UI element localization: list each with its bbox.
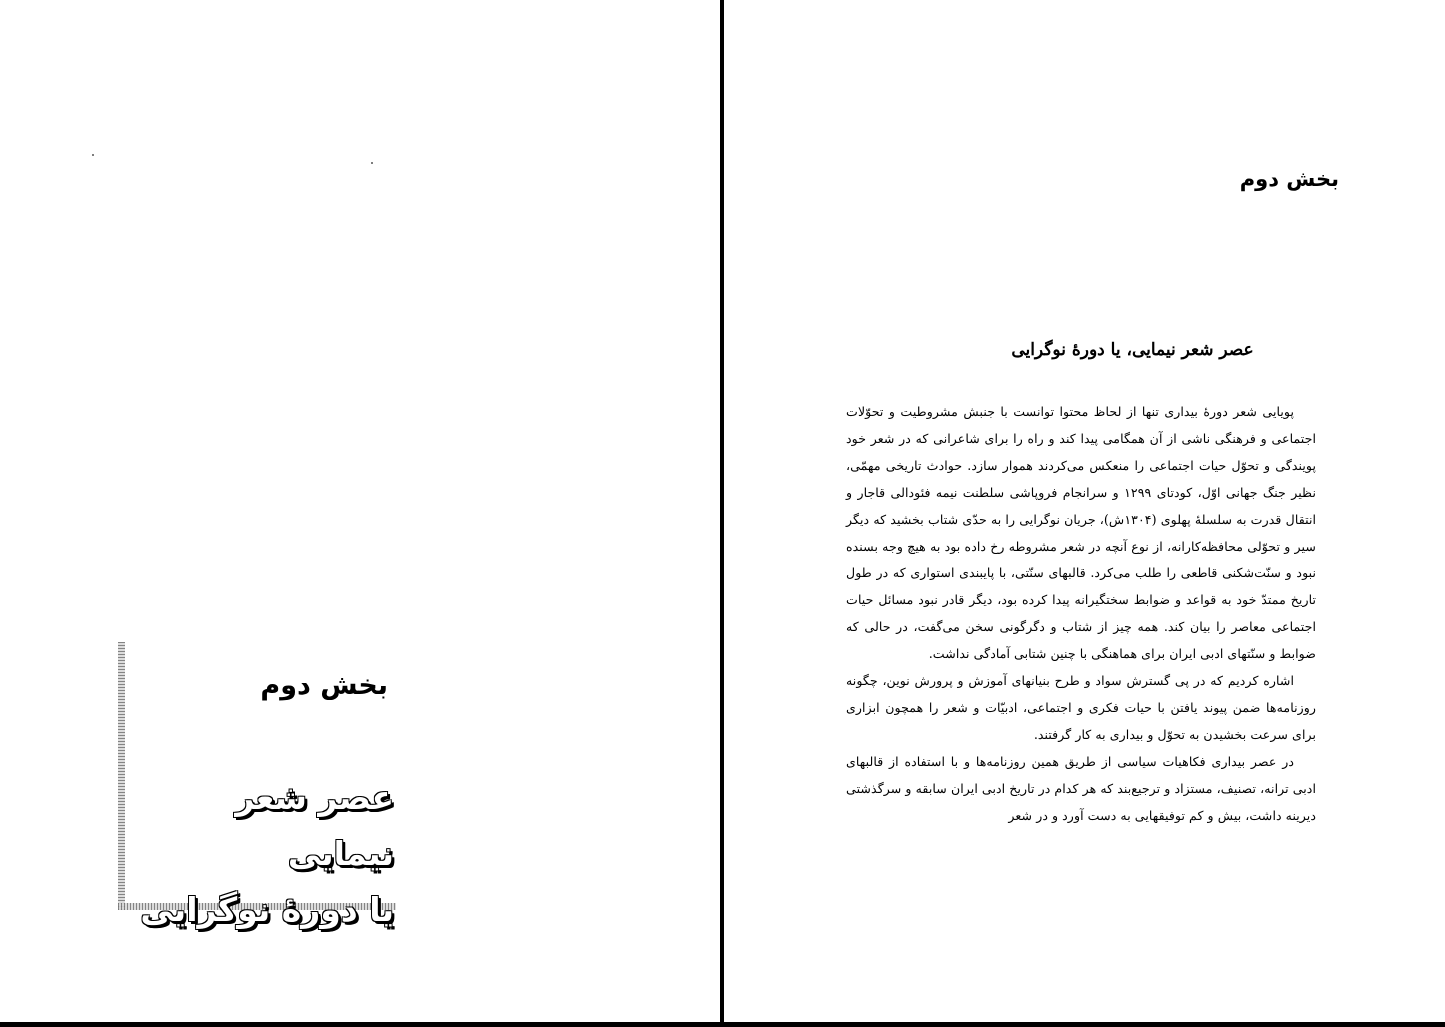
title-panel [118, 642, 396, 929]
right-page [724, 0, 1445, 1022]
title-line: عصر شعر نیمایی [235, 778, 394, 873]
decorative-title [124, 770, 394, 938]
chapter-title-text: عصر شعر نیمایی، یا دورهٔ نوگرایی [1011, 340, 1254, 360]
left-page [0, 0, 720, 1022]
paragraph: اشاره کردیم که در پی گسترش سواد و طرح بنیانهای آموزش و پرورش نوین، چگونه روزنامه‌ها ضمن پیوند یافتن با حیات فکری و اجتماعی، ادبیّات و شعر را همچون ابزاری برای سرعت بخشیدن به تحوّل و بیداری به کار گرفتند. [846, 673, 1316, 742]
title-line: یا دورهٔ نوگرایی [140, 890, 394, 929]
paragraph: در عصر بیداری فکاهیات سیاسی از طریق همین روزنامه‌ها و با استفاده از قالبهای ادبی ترانه، تصنیف، مستزاد و ترجیع‌بند که هر کدام در تاریخ ادبی ایران سابقه و سرگذشتی دیرینه داشت، بیش و کم توفیقهایی به دست آورد و در شعر [846, 753, 1316, 823]
scan-speck [371, 162, 373, 164]
chapter-title [724, 340, 1445, 360]
body-text [846, 399, 1316, 830]
scan-speck [92, 154, 94, 156]
section-heading: بخش دوم [1239, 167, 1339, 191]
section-label: بخش دوم [260, 670, 388, 701]
paragraph: پویایی شعر دورهٔ بیداری تنها از لحاظ محتوا توانست با جنبش مشروطیت و تحوّلات اجتماعی و فرهنگی ناشی از آن همگامی پیدا کند و راه را برای شاعرانی که در شعر خود پویندگی و تحوّل حیات اجتماعی را منعکس می‌کردند هموار سازد. حوادث تاریخی مهمّی، نظیر جنگ جهانی اوّل، کودتای ۱۲۹۹ و سرانجام فروپاشی سلطنت نیمه فئودالی قاجار و انتقال قدرت به سلسلهٔ پهلوی (۱۳۰۴ش)، جریان نوگرایی را به حدّی شتاب بخشید که دیگر سیر و تحوّلی محافظه‌کارانه، از نوع آنچه در شعر مشروطه رخ داده بود به هیچ وجه بسنده نبود و سنّت‌شکنی قاطعی را طلب می‌کرد. قالبهای سنّتی، با پایبندی استواری که در طول تاریخ ممتدّ خود به قواعد و ضوابط سختگیرانه پیدا کرده بود، دیگر قادر نبود مسائل حیات اجتماعی معاصر را بیان کند. همه چیز از شتاب و دگرگونی سخن می‌گفت، در حالی که ضوابط و سنّتهای ادبی ایران برای هماهنگی با چنین شتابی آمادگی نداشت. [846, 404, 1317, 662]
